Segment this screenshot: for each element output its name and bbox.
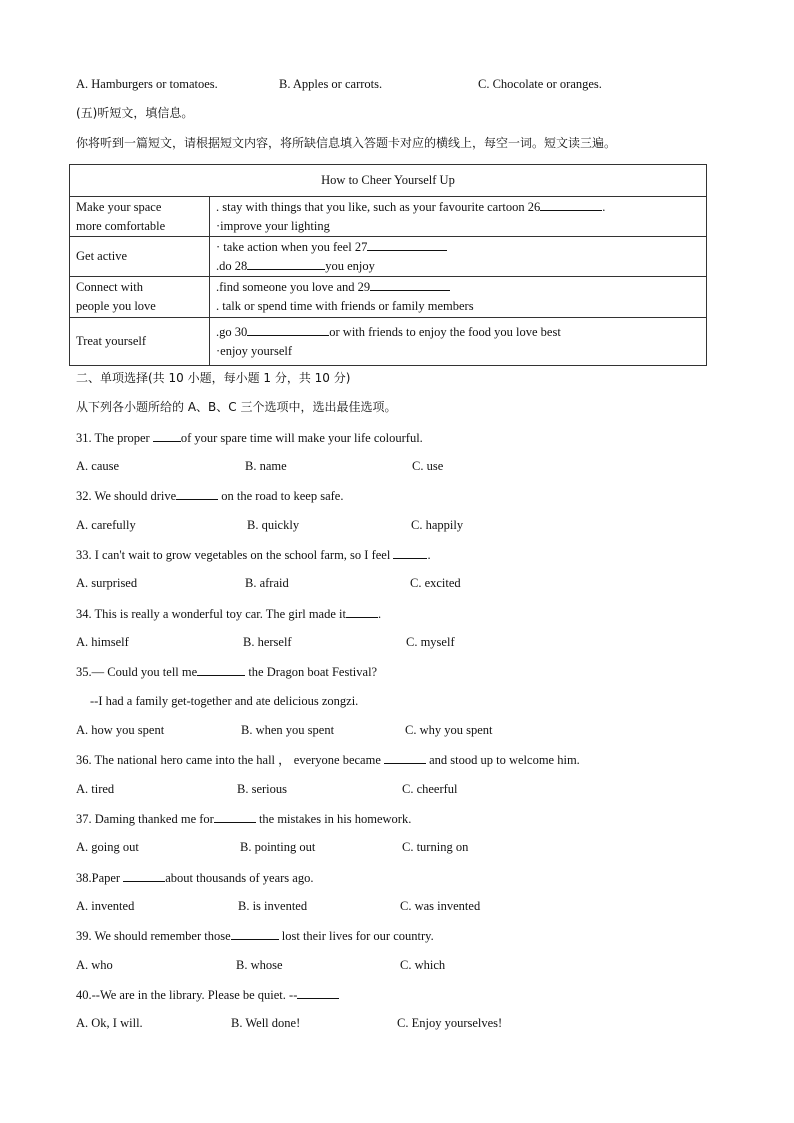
table-row-label: Get active: [70, 237, 210, 277]
q30-option-c: C. Chocolate or oranges.: [478, 77, 602, 91]
option-c[interactable]: C. use: [412, 459, 444, 473]
row-text: ·enjoy yourself: [216, 343, 293, 358]
question-number: 32.: [76, 489, 92, 503]
option-a[interactable]: A. how you spent: [76, 723, 165, 737]
row-label-line: Make your space: [76, 199, 162, 214]
question-text: We should remember those: [94, 929, 231, 943]
row-label-line: people you love: [76, 299, 156, 313]
option-c[interactable]: C. cheerful: [402, 782, 458, 796]
row-text: · take action when you feel 27: [216, 239, 368, 254]
question-number: 34.: [76, 607, 92, 621]
question-text: The proper: [94, 431, 153, 445]
answer-blank[interactable]: [123, 869, 165, 882]
question-text: .: [427, 548, 431, 562]
table-row-content: [210, 277, 707, 318]
question-40: [76, 986, 339, 1003]
question-text: about thousands of years ago.: [165, 871, 314, 885]
option-a[interactable]: A. cause: [76, 459, 120, 473]
option-b[interactable]: B. whose: [236, 958, 283, 972]
row-text: . stay with things that you like, such as your favourite cartoon 26: [216, 199, 541, 214]
option-c[interactable]: C. happily: [411, 518, 464, 532]
option-a[interactable]: A. surprised: [76, 576, 138, 590]
question-text: Daming thanked me for: [94, 812, 214, 826]
table-row-label: Treat yourself: [70, 318, 210, 366]
table-row-label: [70, 197, 210, 237]
blank-26[interactable]: [540, 198, 602, 211]
row-text: .: [602, 199, 606, 214]
option-a[interactable]: A. tired: [76, 782, 115, 796]
option-c[interactable]: C. was invented: [400, 899, 481, 913]
option-b[interactable]: B. quickly: [247, 518, 300, 532]
option-b[interactable]: B. name: [245, 459, 287, 473]
answer-blank[interactable]: [176, 487, 218, 500]
question-38: [76, 869, 313, 886]
question-text: of your spare time will make your life colourful.: [180, 431, 423, 445]
option-a[interactable]: A. himself: [76, 635, 129, 649]
section2-heading: 二、单项选择(共 10 小题，每小题 1 分，共 10 分): [76, 371, 351, 385]
question-37: [76, 810, 411, 827]
question-31: [76, 429, 423, 446]
answer-blank[interactable]: [384, 751, 426, 764]
row-text: . talk or spend time with friends or family members: [216, 299, 474, 313]
question-number: 39.: [76, 929, 92, 943]
question-35: [76, 663, 377, 680]
answer-blank[interactable]: [153, 429, 181, 442]
question-number: 33.: [76, 548, 92, 562]
option-c[interactable]: C. why you spent: [405, 723, 493, 737]
question-number: 36.: [76, 753, 92, 767]
question-text: We should drive: [94, 489, 177, 503]
question-text: --We are in the library. Please be quiet. --: [91, 988, 298, 1002]
section5-instruction: 你将听到一篇短文，请根据短文内容，将所缺信息填入答题卡对应的横线上，每空一词。短文读三遍。: [76, 136, 617, 150]
option-a[interactable]: A. Ok, I will.: [76, 1016, 143, 1030]
answer-blank[interactable]: [346, 605, 378, 618]
row-text: ·improve your lighting: [216, 218, 330, 233]
option-a[interactable]: A. carefully: [76, 518, 136, 532]
question-33: [76, 546, 431, 563]
question-36: [76, 751, 580, 768]
question-39: [76, 927, 434, 944]
answer-blank[interactable]: [393, 546, 427, 559]
question-text: — Could you tell me: [91, 665, 198, 679]
option-b[interactable]: B. is invented: [238, 899, 308, 913]
option-c[interactable]: C. which: [400, 958, 446, 972]
table-row-content: [210, 237, 707, 277]
question-text: the mistakes in his homework.: [255, 812, 412, 826]
question-34: [76, 605, 381, 622]
option-b[interactable]: B. pointing out: [240, 840, 316, 854]
row-label-line: Connect with: [76, 280, 144, 294]
option-b[interactable]: B. afraid: [245, 576, 289, 590]
row-text: .do 28: [216, 258, 248, 273]
blank-27[interactable]: [367, 238, 447, 251]
option-a[interactable]: A. who: [76, 958, 113, 972]
row-text: you enjoy: [325, 258, 375, 273]
row-text: or with friends to enjoy the food you love best: [329, 324, 561, 339]
question-number: 38.: [76, 871, 92, 885]
question-number: 37.: [76, 812, 92, 826]
q30-option-b: B. Apples or carrots.: [279, 77, 383, 91]
question-number: 31.: [76, 431, 92, 445]
question-text: .: [377, 607, 382, 621]
question-text: and stood up to welcome him.: [426, 753, 580, 767]
option-b[interactable]: B. Well done!: [231, 1016, 301, 1030]
question-text: lost their lives for our country.: [278, 929, 434, 943]
question-text: on the road to keep safe.: [218, 489, 344, 503]
option-a[interactable]: A. invented: [76, 899, 135, 913]
question-32: [76, 487, 343, 504]
answer-blank[interactable]: [297, 986, 339, 999]
option-b[interactable]: B. serious: [237, 782, 287, 796]
q30-option-a: A. Hamburgers or tomatoes.: [76, 77, 218, 91]
option-b[interactable]: B. herself: [243, 635, 292, 649]
option-b[interactable]: B. when you spent: [241, 723, 335, 737]
option-c[interactable]: C. excited: [410, 576, 461, 590]
option-a[interactable]: A. going out: [76, 840, 139, 854]
answer-blank[interactable]: [231, 927, 279, 940]
question-number: 40.: [76, 988, 92, 1002]
question-number: 35.: [76, 665, 92, 679]
table-row-content: [210, 318, 707, 366]
question-text: the Dragon boat Festival?: [245, 665, 378, 679]
question-text: I can't wait to grow vegetables on the school farm, so I feel: [94, 548, 394, 562]
blank-28[interactable]: [247, 257, 325, 270]
option-c[interactable]: C. turning on: [402, 840, 469, 854]
table-title: How to Cheer Yourself Up: [70, 165, 707, 197]
section2-instruction: 从下列各小题所给的 A、B、C 三个选项中，选出最佳选项。: [76, 400, 397, 414]
question-text: The national hero came into the hall ， everyone became: [94, 753, 384, 767]
row-label-line: more comfortable: [76, 218, 166, 233]
row-text: .go 30: [216, 324, 248, 339]
option-c[interactable]: C. Enjoy yourselves!: [397, 1016, 503, 1030]
option-c[interactable]: C. myself: [406, 635, 455, 649]
blank-29[interactable]: [370, 278, 450, 291]
answer-blank[interactable]: [214, 810, 256, 823]
row-text: .find someone you love and 29: [216, 280, 371, 294]
table-row-content: [210, 197, 707, 237]
blank-30[interactable]: [247, 323, 329, 336]
info-table: [69, 164, 707, 366]
answer-blank[interactable]: [197, 663, 245, 676]
question-35-reply: --I had a family get-together and ate delicious zongzi.: [90, 694, 359, 708]
section5-heading: (五)听短文，填信息。: [76, 106, 194, 120]
question-text: Paper: [91, 871, 124, 885]
question-text: This is really a wonderful toy car. The girl made it: [94, 607, 346, 621]
table-row-label: [70, 277, 210, 318]
